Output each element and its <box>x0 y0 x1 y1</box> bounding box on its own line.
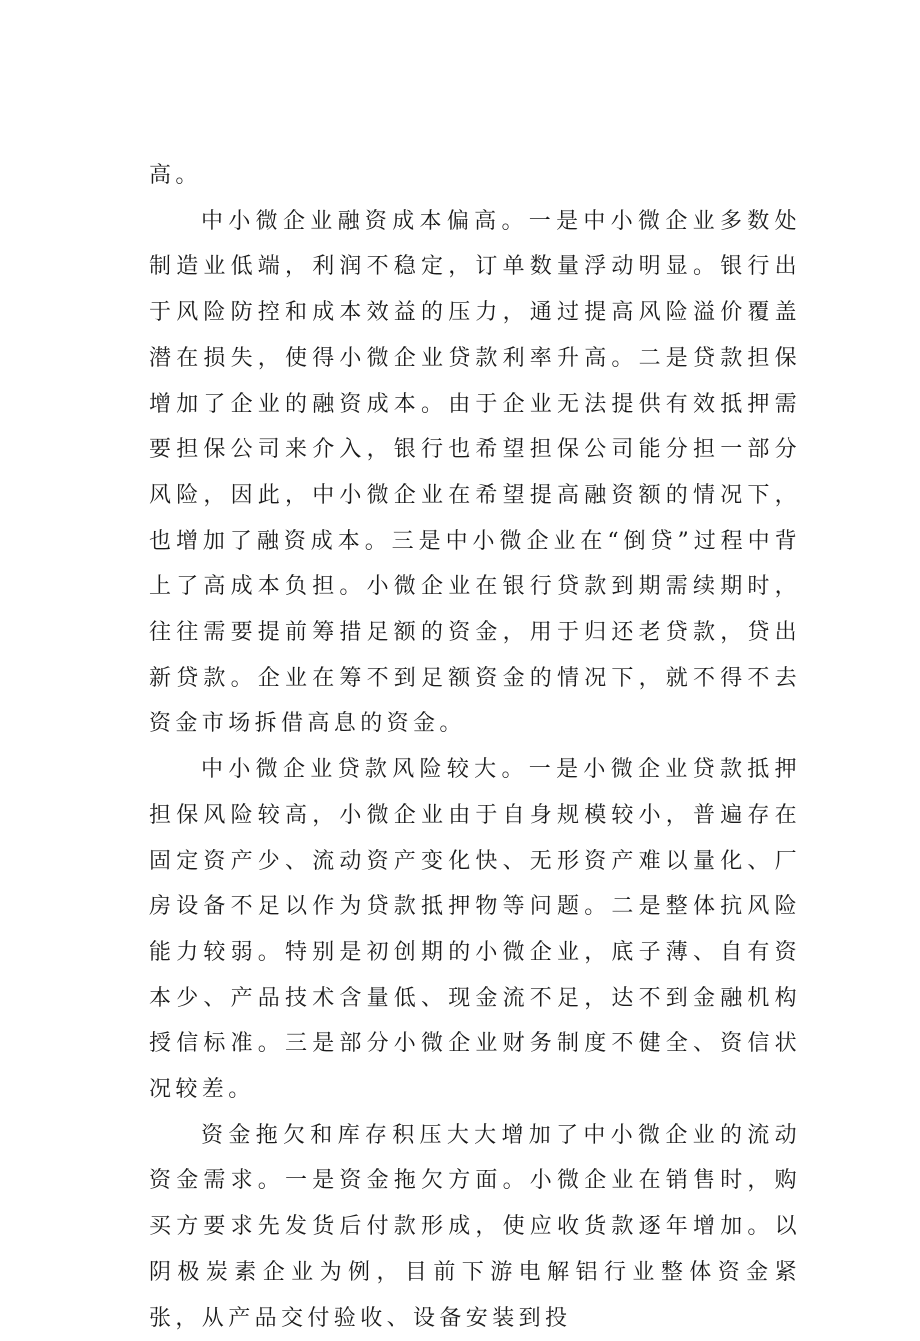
paragraph-loan-risk: 中小微企业贷款风险较大。一是小微企业贷款抵押担保风险较高，小微企业由于自身规模较小，普遍存在固定资产少、流动资产变化快、无形资产难以量化、厂房设备不足以作为贷款抵押物等问题。二是整体抗风险能力较弱。特别是初创期的小微企业，底子薄、自有资本少、产品技术含量低、现金流不足，达不到金融机构授信标准。三是部分小微企业财务制度不健全、资信状况较差。 <box>149 757 801 1103</box>
paragraph-financing-cost: 中小微企业融资成本偏高。一是中小微企业多数处制造业低端，利润不稳定，订单数量浮动明显。银行出于风险防控和成本效益的压力，通过提高风险溢价覆盖潜在损失，使得小微企业贷款利率升高。二是贷款担保增加了企业的融资成本。由于企业无法提供有效抵押需要担保公司来介入，银行也希望担保公司能分担一部分风险，因此，中小微企业在希望提高融资额的情况下，也增加了融资成本。三是中小微企业在“倒贷”过程中背上了高成本负担。小微企业在银行贷款到期需续期时，往往需要提前筹措足额的资金，用于归还老贷款，贷出新贷款。企业在筹不到足额资金的情况下，就不得不去资金市场拆借高息的资金。 <box>149 208 801 737</box>
paragraph-working-capital: 资金拖欠和库存积压大大增加了中小微企业的流动资金需求。一是资金拖欠方面。小微企业在销售时，购买方要求先发货后付款形成，使应收货款逐年增加。以阴极炭素企业为例，目前下游电解铝行业整体资金紧张，从产品交付验收、设备安装到投 <box>149 1122 801 1331</box>
paragraph-continuation: 高。 <box>149 163 202 188</box>
document-body <box>149 153 801 1341</box>
